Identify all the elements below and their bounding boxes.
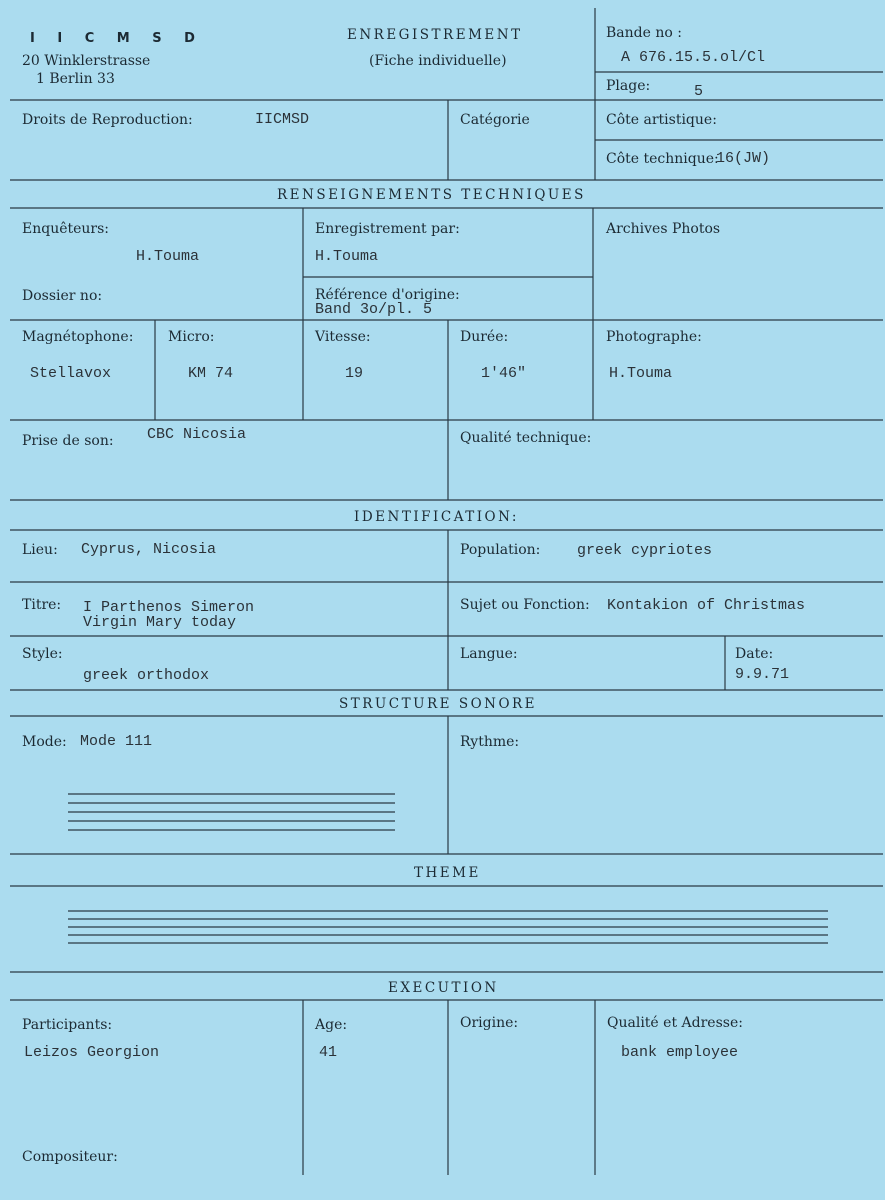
address-line-2: 1 Berlin 33 [36, 71, 115, 87]
vitesse-label: Vitesse: [315, 329, 371, 345]
langue-label: Langue: [460, 646, 518, 662]
plage-value: 5 [694, 83, 704, 100]
identification-heading: IDENTIFICATION: [354, 509, 519, 525]
qualite-technique-label: Qualité technique: [460, 430, 592, 446]
plage-label: Plage: [606, 78, 651, 94]
style-label: Style: [22, 646, 63, 662]
photographe-value: H.Touma [609, 365, 673, 382]
lieu-label: Lieu: [22, 542, 58, 558]
magnetophone-label: Magnétophone: [22, 329, 134, 345]
mode-label: Mode: [22, 734, 67, 750]
reference-label: Référence d'origine: [315, 287, 460, 303]
titre-label: Titre: [22, 597, 62, 613]
technical-heading: RENSEIGNEMENTS TECHNIQUES [277, 187, 586, 203]
age-label: Age: [315, 1017, 348, 1033]
duree-label: Durée: [460, 329, 509, 345]
magnetophone-value: Stellavox [30, 365, 112, 382]
reference-value: Band 3o/pl. 5 [315, 301, 433, 318]
mode-value: Mode 111 [80, 733, 153, 750]
participants-label: Participants: [22, 1017, 113, 1033]
cote-artistique-label: Côte artistique: [606, 112, 717, 128]
structure-heading: STRUCTURE SONORE [339, 696, 538, 712]
form-subtitle: (Fiche individuelle) [369, 53, 507, 69]
bande-label: Bande no : [606, 25, 682, 41]
rights-label: Droits de Reproduction: [22, 112, 193, 128]
cote-technique-label: Côte technique: [606, 151, 719, 167]
prise-value: CBC Nicosia [147, 426, 247, 443]
qualite-adresse-label: Qualité et Adresse: [607, 1015, 743, 1031]
execution-heading: EXECUTION [388, 980, 499, 996]
theme-heading: THEME [414, 865, 481, 881]
address-line-1: 20 Winklerstrasse [22, 53, 151, 69]
micro-value: KM 74 [188, 365, 234, 382]
population-value: greek cypriotes [577, 542, 713, 559]
dossier-label: Dossier no: [22, 288, 103, 304]
origine-label: Origine: [460, 1015, 519, 1031]
bande-value: A 676.15.5.ol/Cl [621, 49, 766, 66]
sujet-label: Sujet ou Fonction: [460, 597, 590, 613]
cote-technique-value: 16(JW) [716, 150, 771, 167]
date-value: 9.9.71 [735, 666, 790, 683]
enregistrement-label: Enregistrement par: [315, 221, 460, 237]
enqueteurs-label: Enquêteurs: [22, 221, 110, 237]
titre-line-1: I Parthenos Simeron [83, 599, 255, 616]
sujet-value: Kontakion of Christmas [607, 597, 806, 614]
qualite-adresse-value: bank employee [621, 1044, 739, 1061]
duree-value: 1'46" [481, 365, 527, 382]
photographe-label: Photographe: [606, 329, 702, 345]
micro-label: Micro: [168, 329, 215, 345]
style-value: greek orthodox [83, 667, 210, 684]
participants-value: Leizos Georgion [24, 1044, 160, 1061]
vitesse-value: 19 [345, 365, 364, 382]
categorie-label: Catégorie [460, 112, 530, 128]
rights-value: IICMSD [255, 111, 310, 128]
date-label: Date: [735, 646, 774, 662]
org-logo: I I C M S D [30, 31, 204, 46]
titre-line-2: Virgin Mary today [83, 614, 237, 631]
population-label: Population: [460, 542, 541, 558]
compositeur-label: Compositeur: [22, 1149, 118, 1165]
form-title: ENREGISTREMENT [347, 27, 523, 43]
enregistrement-value: H.Touma [315, 248, 379, 265]
archives-label: Archives Photos [606, 221, 721, 237]
age-value: 41 [319, 1044, 338, 1061]
lieu-value: Cyprus, Nicosia [81, 541, 217, 558]
enqueteurs-value: H.Touma [136, 248, 200, 265]
prise-label: Prise de son: [22, 433, 114, 449]
rythme-label: Rythme: [460, 734, 520, 750]
